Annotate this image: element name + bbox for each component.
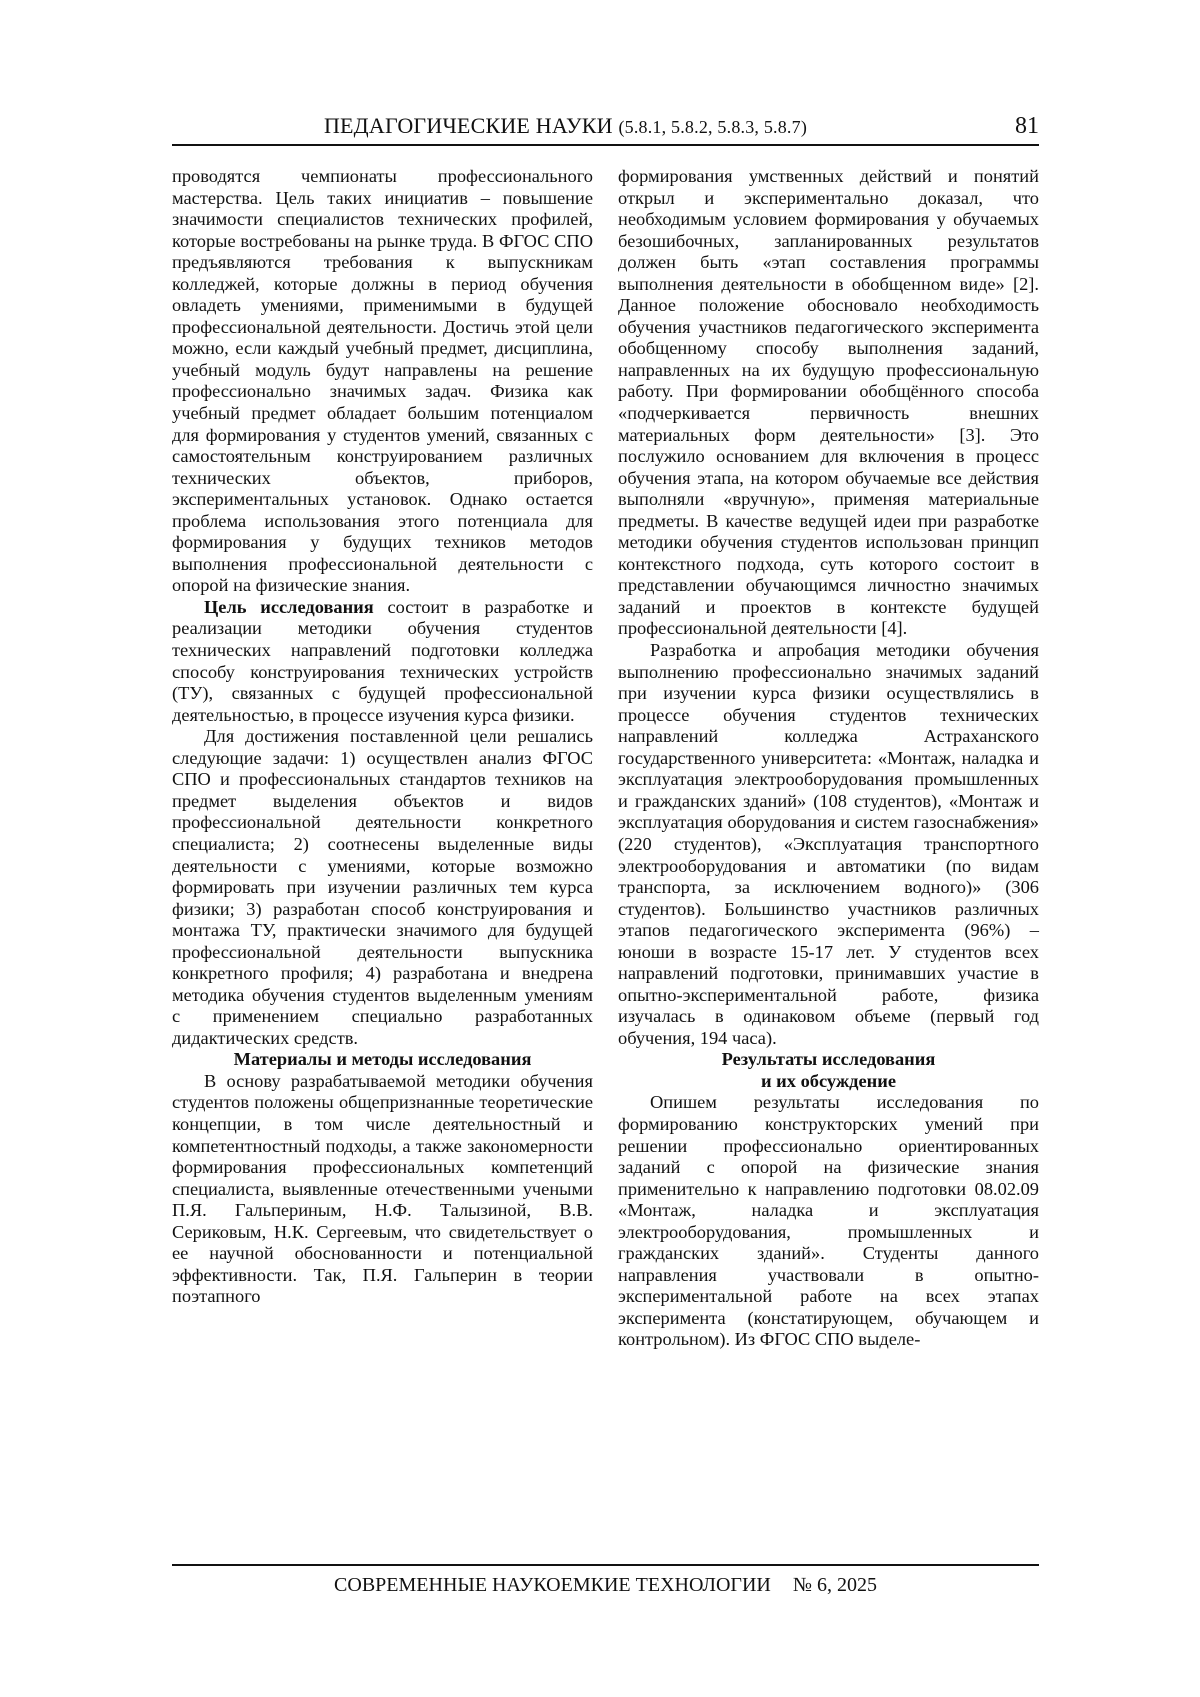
aim-label: Цель исследования (204, 596, 374, 617)
paragraph-aim (172, 597, 593, 726)
left-column (172, 166, 593, 1308)
right-column (618, 166, 1039, 1351)
paragraph: Для достижения поставленной цели решались следующие задачи: 1) осуществлен анализ ФГОС СПО и профессиональных стандартов техников на предмет выделения объектов и видов профессиональной деятельности конкретного специалиста; 2) соотнесены выделенные виды деятельности с умениями, которые возможно формировать при изучении различных тем курса физики; 3) разработан способ конструирования и монтажа ТУ, практически значимого для будущей профессиональной деятельности выпускника конкретного профиля; 4) разработана и внедрена методика обучения студентов выделенным умениям с применением специально разработанных дидактических средств. (172, 726, 593, 1048)
page-number: 81 (1015, 113, 1039, 139)
section-heading (618, 1049, 1039, 1092)
journal-title: СОВРЕМЕННЫЕ НАУКОЕМКИЕ ТЕХНОЛОГИИ (334, 1574, 771, 1596)
issue-number: № 6, 2025 (792, 1574, 877, 1596)
heading-line-2: и их обсуждение (760, 1070, 896, 1091)
section-heading: Материалы и методы исследования (233, 1049, 532, 1070)
aim-text: состоит в разработке и реализации методики обучения студентов технических направлений подготовки колледжа способу конструирования технических устройств (ТУ), связанных с будущей профессиональной деятельностью, в процессе изучения курса физики. (172, 596, 593, 725)
heading-line-1: Результаты исследования (721, 1049, 936, 1070)
paragraph: В основу разрабатываемой методики обучения студентов положены общепризнанные теоретические концепции, в том числе деятельностный и компетентностный подходы, а также закономерности формирования профессиональных компетенций специалиста, выявленные отечественными учеными П.Я. Гальпериным, Н.Ф. Талызиной, В.В. Сериковым, Н.К. Сергеевым, что свидетельствует о ее научной обоснованности и потенциальной эффективности. Так, П.Я. Гальперин в теории поэтапного (172, 1070, 593, 1307)
section-codes: (5.8.1, 5.8.2, 5.8.3, 5.8.7) (618, 117, 808, 137)
running-header (172, 112, 1039, 146)
running-footer (172, 1564, 1039, 1598)
section-title (172, 112, 959, 141)
paragraph: проводятся чемпионаты профессионального мастерства. Цель таких инициатив – повышение значимости специалистов технических профилей, которые востребованы на рынке труда. В ФГОС СПО предъявляются требования к выпускникам колледжей, которые должны в период обучения овладеть умениями, применимыми в будущей профессиональной деятельности. Достичь этой цели можно, если каждый учебный предмет, дисциплина, учебный модуль будут направлены на решение профессионально значимых задач. Физика как учебный предмет обладает большим потенциалом для формирования у студентов умений, связанных с самостоятельным конструированием различных технических объектов, приборов, экспериментальных установок. Однако остается проблема использования этого потенциала для формирования у будущих техников методов выполнения профессиональной деятельности с опорой на физические знания. (172, 166, 593, 596)
paragraph: Разработка и апробация методики обучения выполнению профессионально значимых заданий при изучении курса физики осуществлялись в процессе обучения студентов технических направлений колледжа Астраханского государственного университета: «Монтаж, наладка и эксплуатация электрооборудования промышленных и гражданских зданий» (108 студентов), «Монтаж и эксплуатация оборудования и систем газоснабжения» (220 студентов), «Эксплуатация транспортного электрооборудования и автоматики (по видам транспорта, за исключением водного)» (306 студентов). Большинство участников различных этапов педагогического эксперимента (96%) – юноши в возрасте 15-17 лет. У студентов всех направлений подготовки, принимавших участие в опытно-экспериментальной работе, физика изучалась в одинаковом объеме (первый год обучения, 194 часа). (618, 640, 1039, 1048)
paragraph: формирования умственных действий и понятий открыл и экспериментально доказал, что необходимым условием формирования у обучаемых безошибочных, запланированных результатов должен быть «этап составления программы выполнения деятельности в обобщенном виде» [2]. Данное положение обосновало необходимость обучения участников педагогического эксперимента обобщенному способу выполнения заданий, направленных на их будущую профессиональную работу. При формировании обобщённого способа «подчеркивается первичность внешних материальных форм деятельности» [3]. Это послужило основанием для включения в процесс обучения этапа, на котором обучаемые все действия выполняли «вручную», применяя материальные предметы. В качестве ведущей идеи при разработке методики обучения студентов использован принцип контекстного подхода, суть которого состоит в представлении обучающимся личностно значимых заданий и проектов в контексте будущей профессиональной деятельности [4]. (618, 166, 1039, 639)
paragraph: Опишем результаты исследования по формированию конструкторских умений при решении профессионально ориентированных заданий с опорой на физические знания применительно к направлению подготовки 08.02.09 «Монтаж, наладка и эксплуатация электрооборудования, промышленных и гражданских зданий». Студенты данного направления участвовали в опытно-экспериментальной работе на всех этапах эксперимента (констатирующем, обучающем и контрольном). Из ФГОС СПО выделе- (618, 1092, 1039, 1350)
section-name: ПЕДАГОГИЧЕСКИЕ НАУКИ (323, 113, 613, 138)
